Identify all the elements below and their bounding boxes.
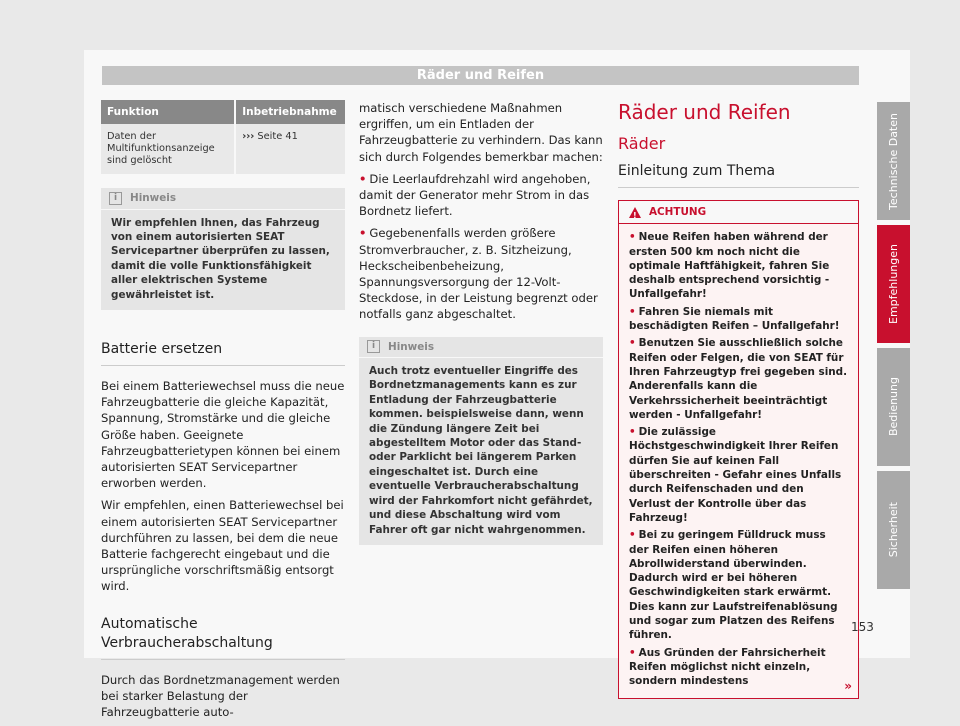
section-heading-auto-shutoff: Automatische Verbraucherabschaltung [101,615,345,660]
bullet-icon: • [629,231,636,244]
list-item [629,230,848,301]
auto-shutoff-paragraph: Durch das Bordnetzmanagement werden bei starker Belastung der Fahrzeugbatterie auto- [101,672,340,720]
battery-paragraph-2: Wir empfehlen, einen Batteriewechsel bei einem autorisierten SEAT Servicepartner durchführen zu lassen, bei dem die neue Batterie fachgerecht eingebaut und die ursprüngliche vorschriftsmäßig entsorgt wird. [101,498,344,594]
bullet-text: Die Leerlaufdrehzahl wird angehoben, damit der Generator mehr Strom in das Bordnetz liefert. [359,171,591,219]
warning-box [618,200,859,699]
list-item [629,305,848,334]
table-row [101,124,345,174]
reference-text: Seite 41 [254,131,298,143]
warning-body [619,224,858,697]
bullet-icon: • [629,305,636,318]
hint-text: Auch trotz eventueller Eingriffe des Bordnetzmanagements kann es zur Entladung der Fahrzeugbatterie kommen. beispielsweise dann, wenn die Zündung längere Zeit bei abgestelltem Motor oder das Stand- oder Parklicht bei längerem Parken eingeschaltet ist. Durch eine eventuelle Verbraucherabschaltung wird der Fahrkomfort nicht gefährdet, und diese Abschaltung wird vom Fahrer oft gar nicht wahrgenommen. [369,365,593,536]
chapter-title: Räder und Reifen [618,100,791,124]
tab-operation[interactable] [877,348,910,466]
warning-item: Aus Gründen der Fahrsicherheit Reifen möglichst nicht einzeln, sondern mindestens [629,646,826,688]
tab-label: Technische Daten [887,112,900,210]
warning-item: Fahren Sie niemals mit beschädigten Reifen – Unfallgefahr! [629,305,840,333]
bullet-text: Gegebenenfalls werden größere Stromverbraucher, z. B. Sitzheizung, Heckscheibenbeheizung, Spannungsversorgung der 12-Volt-Steckdose, in der Leistung begrenzt oder notfalls ganz abgeschaltet. [359,226,598,322]
list-item [359,225,603,322]
list-item [629,336,848,422]
warning-label: ACHTUNG [649,206,707,218]
tab-safety[interactable] [877,471,910,589]
hint-header [359,337,603,358]
hint-text: Wir empfehlen Ihnen, das Fahrzeug von einem autorisierten SEAT Servicepartner überprüfen zu lassen, damit die volle Funktionsfähigkeit aller elektrischen Systeme gewährleistet ist. [111,216,330,301]
reference-arrow-icon: ››› [242,131,255,143]
bullet-icon: • [359,171,367,186]
table-header-function: Funktion [101,100,235,124]
list-item [629,646,848,689]
continue-arrow-icon[interactable]: » [844,679,852,694]
table-header-commissioning: Inbetriebnahme [235,100,345,124]
function-table [101,100,345,174]
list-item [629,425,848,525]
chapter-tabs [877,102,910,594]
warning-item: Die zulässige Höchstgeschwindigkeit Ihrer Reifen dürfen Sie auf keinen Fall überschreiten - Gefahr eines Unfalls durch Reifenschaden und den Verlust der Kontrolle über das Fahrzeug! [629,426,842,524]
running-head: Räder und Reifen [102,66,859,85]
tab-recommendations[interactable] [877,225,910,343]
hint-header [101,188,345,209]
hint-box [359,337,603,545]
battery-paragraph-1: Bei einem Batteriewechsel muss die neue Fahrzeugbatterie die gleiche Kapazität, Spannung, Stromstärke und die gleiche Größe haben. Geeignete Fahrzeugbatterietypen können bei einem autorisierten SEAT Servicepartner erworben werden. [101,379,345,491]
hint-label: Hinweis [130,192,177,205]
section-title: Räder [618,134,666,153]
table-cell-function: Daten der Multifunktionsanzeige sind gelöscht [101,124,235,174]
tab-label: Sicherheit [887,502,900,558]
bullet-icon: • [629,646,636,659]
tab-label: Bedienung [887,377,900,437]
bullet-icon: • [629,426,636,439]
warning-item: Neue Reifen haben während der ersten 500 km noch nicht die optimale Haftfähigkeit, fahren Sie deshalb entsprechend vorsichtig - Unfallgefahr! [629,231,830,301]
hint-box [101,188,345,310]
table-cell-reference[interactable] [235,124,345,174]
column-left [101,100,345,726]
warning-item: Bei zu geringem Fülldruck muss der Reifen einen höheren Abrollwiderstand überwinden. Dadurch wird er bei höheren Geschwindigkeiten stark erwärmt. Dies kann zur Laufstreifenablösung und sogar zum Platzen des Reifens führen. [629,529,838,642]
bullet-icon: • [629,337,636,350]
info-icon: i [109,192,122,205]
tab-label: Empfehlungen [887,244,900,324]
middle-paragraph-1: matisch verschiedene Maßnahmen ergriffen, um ein Entladen der Fahrzeugbatterie zu verhindern. Das kann sich durch Folgendes bemerkbar machen: [359,101,603,164]
list-item [359,171,603,220]
topic-title: Einleitung zum Thema [618,162,859,188]
info-icon: i [367,340,380,353]
warning-header [619,201,858,224]
column-right [618,100,859,699]
page-number: 153 [851,620,874,634]
bullet-icon: • [359,226,367,241]
warning-triangle-icon: ! [629,207,641,218]
column-middle [359,100,603,545]
list-item [629,528,848,642]
bullet-icon: • [629,529,636,542]
hint-label: Hinweis [388,340,435,353]
tab-technical-data[interactable] [877,102,910,220]
warning-item: Benutzen Sie ausschließlich solche Reifen oder Felgen, die von SEAT für Ihren Fahrzeugtyp frei gegeben sind. Anderenfalls kann die Verkehrssicherheit beeinträchtigt werden - Unfallgefahr! [629,337,848,421]
section-heading-battery: Batterie ersetzen [101,340,345,366]
